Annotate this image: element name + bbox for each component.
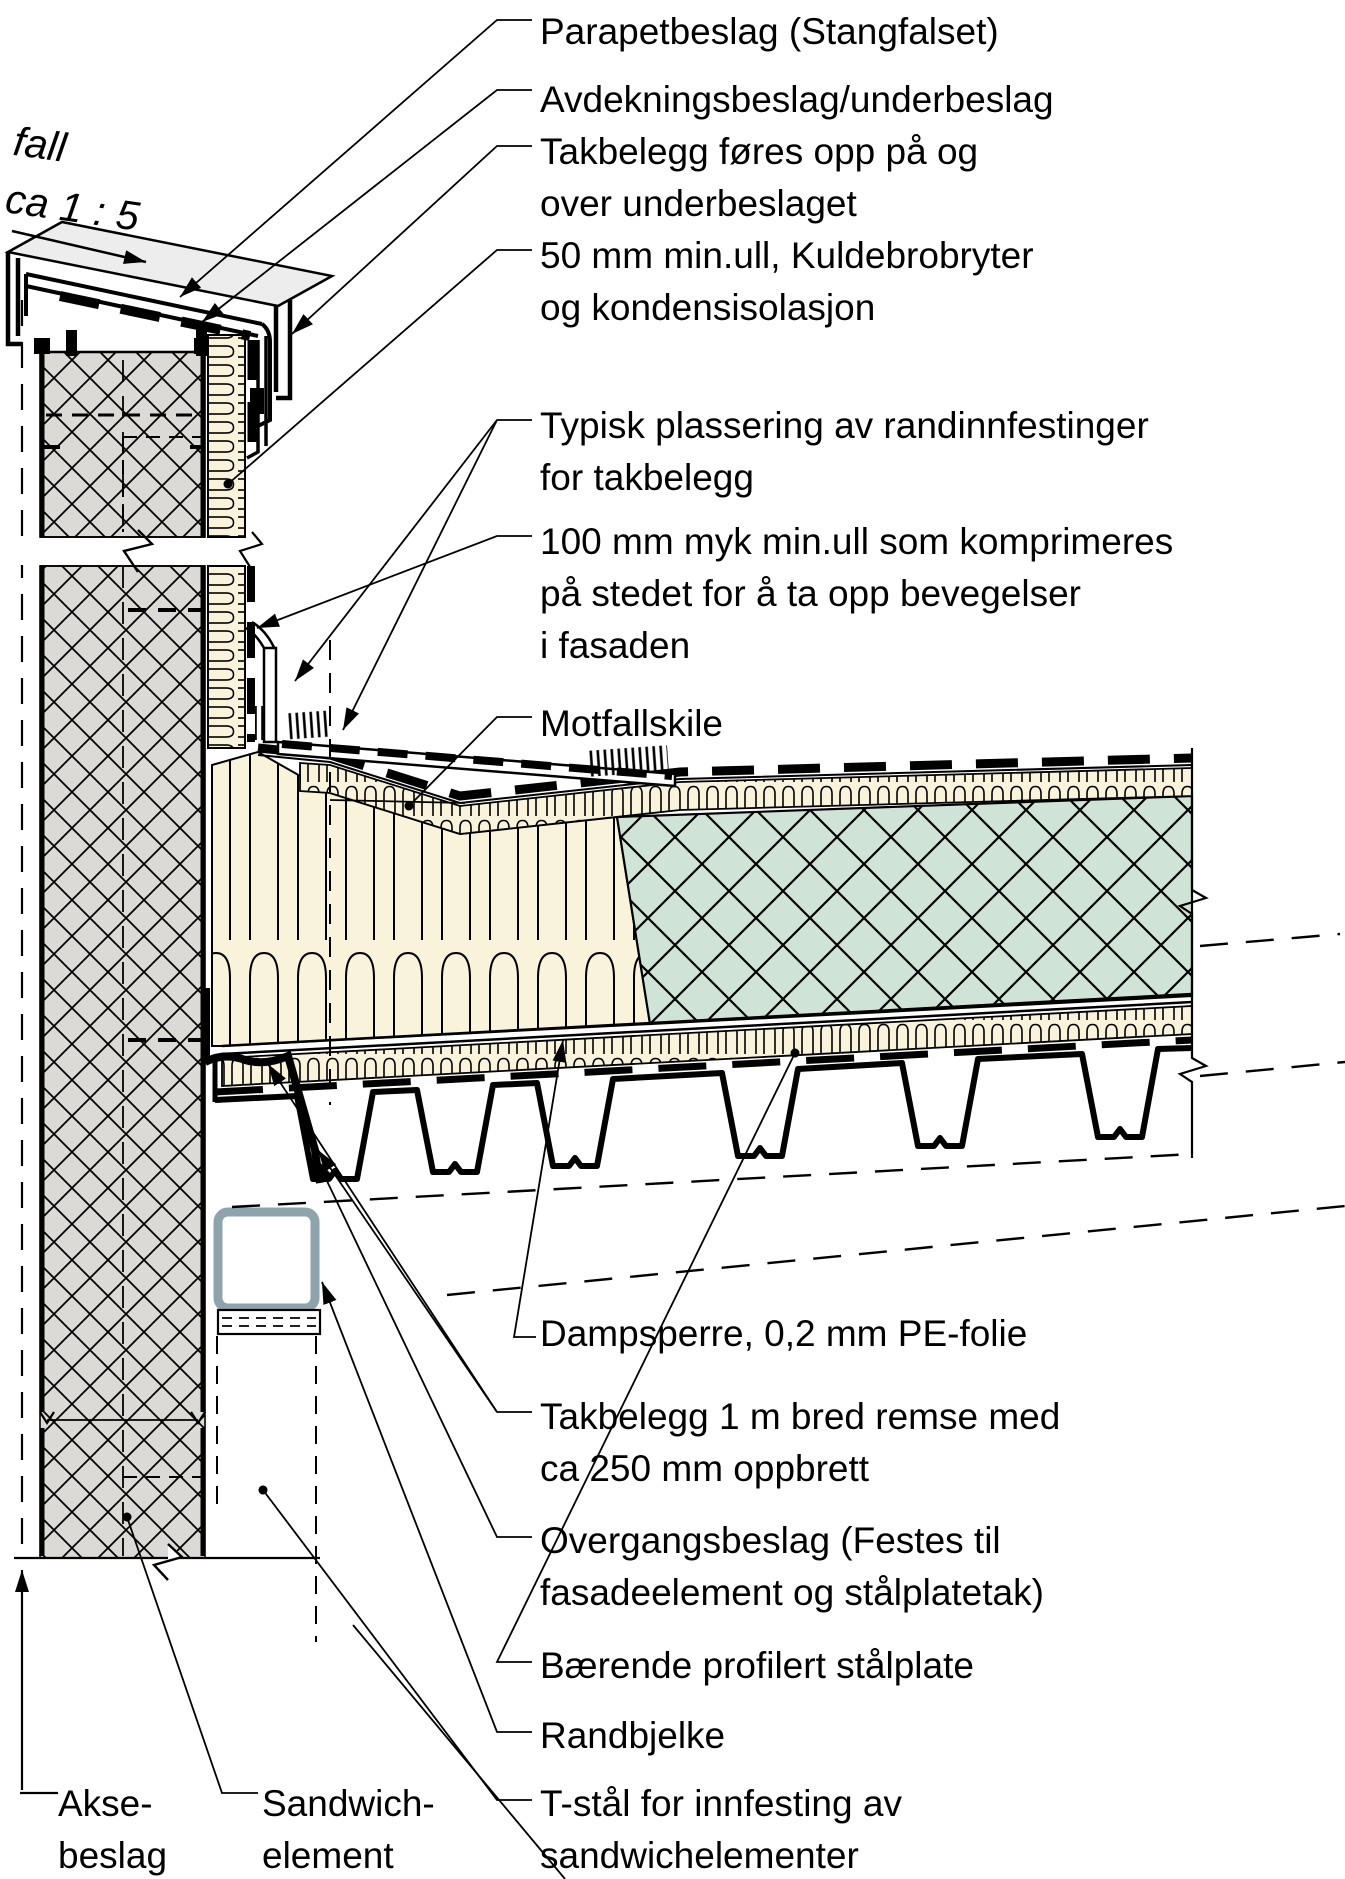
leader-takbelegg-fores (292, 146, 532, 334)
label-line: Motfallskile (540, 703, 723, 744)
label-line: Takbelegg 1 m bred remse med (540, 1396, 1061, 1437)
label-line: Avdekningsbeslag/underbeslag (540, 79, 1054, 120)
label-line: Overgangsbeslag (Festes til (540, 1520, 1001, 1561)
label-line: ca 250 mm oppbrett (540, 1448, 870, 1489)
label-line: og kondensisolasjon (540, 287, 876, 328)
roof-assembly (212, 748, 1192, 1092)
label-line: ca 1 : 5 (2, 175, 143, 240)
label-line: 50 mm min.ull, Kuldebrobryter (540, 235, 1034, 276)
leader-cutoff-stub (353, 1625, 565, 1879)
label-line: Dampsperre, 0,2 mm PE-folie (540, 1313, 1028, 1354)
label-line: over underbeslaget (540, 183, 857, 224)
label-line: i fasaden (540, 625, 691, 666)
label-line: Takbelegg føres opp på og (540, 131, 979, 172)
label-line: på stedet for å ta opp bevegelser (540, 573, 1081, 614)
leader-remse-2 (318, 1150, 497, 1412)
leader-myk100 (257, 536, 532, 628)
label-line: Bærende profilert stålplate (540, 1645, 974, 1686)
label-line: Akse- (58, 1783, 153, 1824)
label-line: Parapetbeslag (Stangfalset) (540, 11, 999, 52)
label-line: Sandwich- (262, 1783, 435, 1824)
label-line: element (262, 1835, 394, 1876)
label-line: for takbelegg (540, 457, 754, 498)
label-line: T-stål for innfesting av (540, 1783, 902, 1824)
t-steel (217, 1310, 320, 1642)
label-line: fall (10, 117, 70, 171)
label-line: beslag (58, 1835, 168, 1876)
randbjelke (218, 1212, 315, 1308)
leader-tstaal (263, 1490, 532, 1800)
label-line: 100 mm myk min.ull som komprimeres (540, 521, 1174, 562)
leader-baerende (497, 1053, 795, 1662)
leader-typisk-2 (343, 420, 497, 730)
label-line: fasadeelement og stålplatetak) (540, 1572, 1044, 1613)
label-line: Randbjelke (540, 1715, 726, 1756)
leader-randbjelke (322, 1282, 532, 1732)
label-line: Typisk plassering av randinnfestinger (540, 405, 1149, 446)
label-line: sandwichelementer (540, 1835, 859, 1876)
